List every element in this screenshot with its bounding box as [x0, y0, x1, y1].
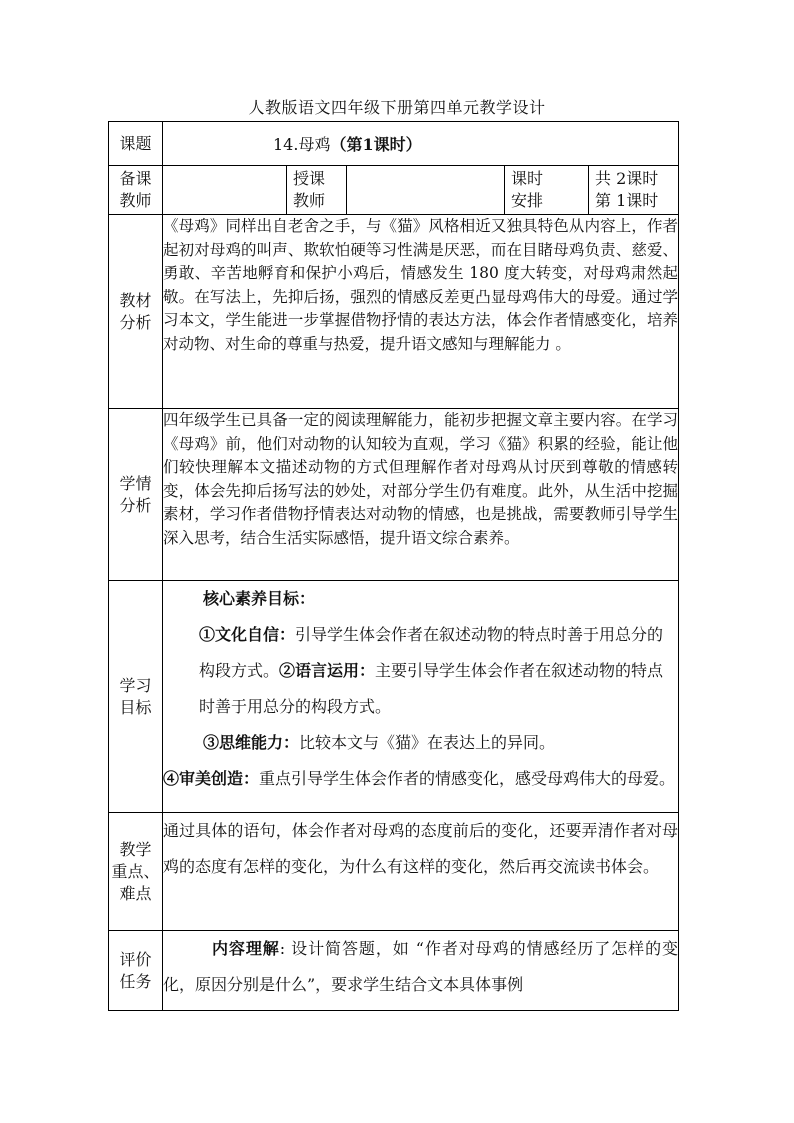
hours-value: 共 2课时 第 1课时	[589, 166, 679, 215]
prep-teacher-value	[163, 166, 287, 215]
student-analysis-row	[109, 409, 679, 581]
lesson-plan-table	[108, 121, 679, 1011]
learning-goals-row	[109, 581, 679, 813]
evaluation-text: 内容理解: 设计简答题，如 “作者对母鸡的情感经历了怎样的变化，原因分别是什么”，要求学生结合文本具体事例	[163, 931, 679, 1011]
goals-heading: 核心素养目标：	[203, 589, 316, 608]
goal-1: ①文化自信：引导学生体会作者在叙述动物的特点时善于用总分的构段方式。②语言运用：主要引导学生体会作者在叙述动物的特点时善于用总分的构段方式。	[199, 625, 664, 716]
learning-goals-label: 学习 目标	[109, 581, 163, 813]
material-analysis-label: 教材 分析	[109, 215, 163, 409]
key-points-row	[109, 813, 679, 931]
material-analysis-row	[109, 215, 679, 409]
goal-4: ④审美创造：重点引导学生体会作者的情感变化，感受母鸡伟大的母爱。	[163, 769, 676, 788]
meta-row	[109, 166, 679, 215]
lesson-title	[163, 122, 679, 166]
learning-goals-content	[163, 581, 679, 813]
teach-teacher-value	[347, 166, 505, 215]
teach-teacher-label: 授课 教师	[287, 166, 347, 215]
student-analysis-text: 四年级学生已具备一定的阅读理解能力，能初步把握文章主要内容。在学习《母鸡》前，他们对动物的认知较为直观，学习《猫》积累的经验，能让他们较快理解本文描述动物的方式但理解作者对母鸡从讨厌到尊敬的情感转变，体会先抑后扬写法的妙处，对部分学生仍有难度。此外，从生活中挖掘素材，学习作者借物抒情表达对动物的情感，也是挑战，需要教师引导学生深入思考，结合生活实际感悟，提升语文综合素养。	[163, 409, 679, 581]
lesson-title-period: （第1课时）	[330, 135, 422, 154]
lesson-title-plain: 14.母鸡	[273, 135, 331, 154]
key-points-text: 通过具体的语句，体会作者对母鸡的态度前后的变化，还要弄清作者对母鸡的态度有怎样的变化，为什么有这样的变化，然后再交流读书体会。	[163, 813, 679, 931]
hours-label: 课时 安排	[505, 166, 589, 215]
topic-label: 课题	[109, 122, 163, 166]
evaluation-row	[109, 931, 679, 1011]
key-points-label: 教学 重点、 难点	[109, 813, 163, 931]
student-analysis-label: 学情 分析	[109, 409, 163, 581]
topic-row	[109, 122, 679, 166]
document-title: 人教版语文四年级下册第四单元教学设计	[248, 98, 546, 117]
evaluation-label: 评价 任务	[109, 931, 163, 1011]
prep-teacher-label: 备课 教师	[109, 166, 163, 215]
material-analysis-text: 《母鸡》同样出自老舍之手，与《猫》风格相近又独具特色从内容上，作者起初对母鸡的叫声、欺软怕硬等习性满是厌恶，而在目睹母鸡负责、慈爱、勇敢、辛苦地孵育和保护小鸡后，情感发生 180 度大转变，对母鸡肃然起敬。在写法上，先抑后扬，强烈的情感反差更凸显母鸡伟大的母爱。通过学习本文，学生能进一步掌握借物抒情的表达方法，体会作者情感变化，培养对动物、对生命的尊重与热爱，提升语文感知与理解能力 。	[163, 215, 679, 409]
goal-3: ③思维能力：比较本文与《猫》在表达上的异同。	[203, 733, 556, 752]
